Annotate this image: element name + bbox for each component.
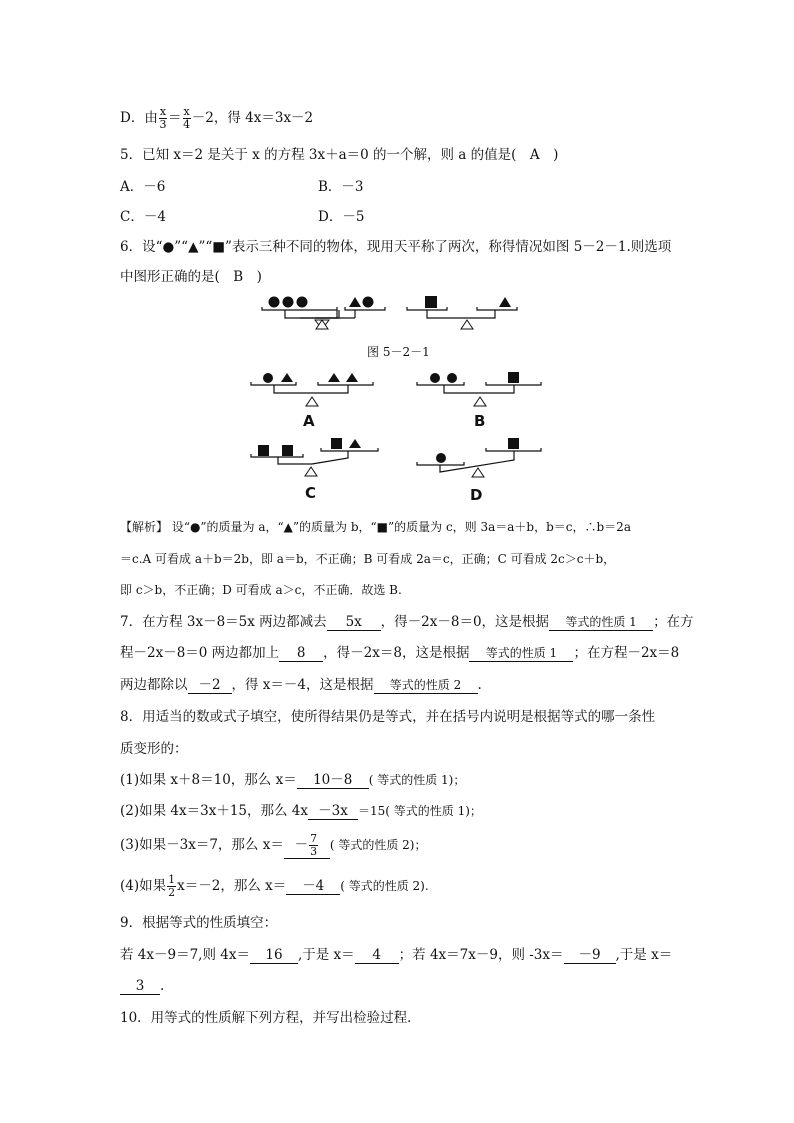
q6-stem-line1: 6．设“●”“▲”“■”表示三种不同的物体，现用天平称了两次，称得情况如图 5－2－1.则选项 (120, 239, 672, 255)
blank: －3x (308, 803, 358, 820)
fulcrum-icon (461, 320, 473, 329)
fraction: $\frac{x}{4}$ (183, 105, 191, 131)
balance-figure-main (255, 292, 555, 334)
blank: －9 (564, 947, 616, 964)
blank: －4 (286, 878, 340, 895)
blank: 3 (120, 978, 160, 995)
blank: －2 (188, 677, 232, 694)
q5-stem: 5．已知 x＝2 是关于 x 的方程 3x＋a＝0 的一个解，则 a 的值是( A ) (120, 147, 559, 163)
fraction: $\frac{7}{3}$ (310, 832, 318, 858)
q9-line1: 若 4x－9＝7,则 4x＝ 16 ,于是 x＝ 4 ；若 4x＝7x－9，则 -3x＝ －9 ,于是 x＝ (120, 947, 673, 963)
q5-option-b: B．－3 (318, 179, 364, 195)
circle-icon (363, 297, 374, 308)
q5-option-a: A．－6 (120, 179, 166, 195)
q8-stem-line2: 质变形的： (120, 741, 188, 757)
analysis-line3: 即 c＞b，不正确；D 可看成 a＞c，不正确．故选 B. (120, 583, 402, 597)
blank: 等式的性质 1 (469, 645, 573, 662)
blank: － $\frac{7}{3}$ (284, 833, 330, 859)
option-a-balance (248, 370, 383, 410)
blank: 10－8 (297, 772, 369, 789)
triangle-icon (499, 297, 511, 307)
q8-part3: (3)如果－3x＝7，那么 x＝ － $\frac{7}{3}$ ( 等式的性质 2)； (120, 832, 427, 858)
fraction: $\frac{1}{2}$ (168, 873, 176, 899)
triangle-icon (349, 297, 361, 307)
option-b-label: B (474, 412, 486, 430)
blank: 16 (250, 947, 298, 964)
blank: 5x (327, 614, 381, 631)
option-b-balance (414, 370, 549, 410)
analysis-line1: 【解析】 设“●”的质量为 a，“▲”的质量为 b，“■”的质量为 c，则 3a＝a＋b，b＝c，∴b＝2a (120, 520, 631, 534)
analysis-line2: ＝c.A 可看成 a＋b＝2b，即 a＝b，不正确；B 可看成 2a＝c，正确；C 可看成 2c＞c＋b， (120, 552, 616, 566)
blank: 4 (355, 947, 399, 964)
option-d-balance (414, 436, 549, 480)
q9-line2: 3 . (120, 977, 164, 995)
q6-stem-line2: 中图形正确的是( B ) (120, 269, 262, 285)
fulcrum-icon (316, 320, 328, 329)
option-c-label: C (305, 484, 317, 502)
q8-part1: (1)如果 x＋8＝10，那么 x＝ 10－8 ( 等式的性质 1)； (120, 772, 466, 788)
blank: 等式的性质 2 (374, 677, 478, 694)
blank: 等式的性质 1 (549, 614, 653, 631)
q8-stem-line1: 8．用适当的数或式子填空，使所得结果仍是等式，并在括号内说明是根据等式的哪一条性 (120, 709, 656, 725)
q7-line3: 两边都除以 －2 ，得 x＝－4，这是根据 等式的性质 2 . (120, 677, 482, 693)
square-icon (425, 296, 437, 308)
fraction: $\frac{x}{3}$ (159, 105, 167, 131)
q4-option-d: D．由 $\frac{x}{3}$ ＝ $\frac{x}{4}$ －2，得 4x＝3x－2 (120, 105, 314, 131)
q8-part4: (4)如果 $\frac{1}{2}$ x＝－2，那么 x＝ －4 ( 等式的性质 2). (120, 873, 429, 899)
option-d-label: D (470, 486, 483, 504)
q5-option-d: D．－5 (318, 209, 365, 225)
q9-stem: 9．根据等式的性质填空： (120, 915, 278, 931)
option-a-label: A (303, 412, 315, 430)
option-c-balance (248, 436, 388, 480)
q7-line2: 程－2x－8＝0 两边都加上 8 ，得－2x＝8，这是根据 等式的性质 1 ；在方程－2x＝8 (120, 645, 680, 661)
left-pan-circles (269, 297, 308, 308)
figure-caption: 图 5－2－1 (367, 345, 430, 359)
blank: 8 (279, 645, 323, 662)
q8-part2: (2)如果 4x＝3x＋15，那么 4x －3x ＝15( 等式的性质 1)； (120, 803, 482, 819)
q5-option-c: C．－4 (120, 209, 166, 225)
q7-line1: 7．在方程 3x－8＝5x 两边都减去 5x ，得－2x－8＝0，这是根据 等式的性质 1 ；在方 (120, 614, 694, 630)
q10-stem: 10．用等式的性质解下列方程，并写出检验过程． (120, 1010, 421, 1026)
